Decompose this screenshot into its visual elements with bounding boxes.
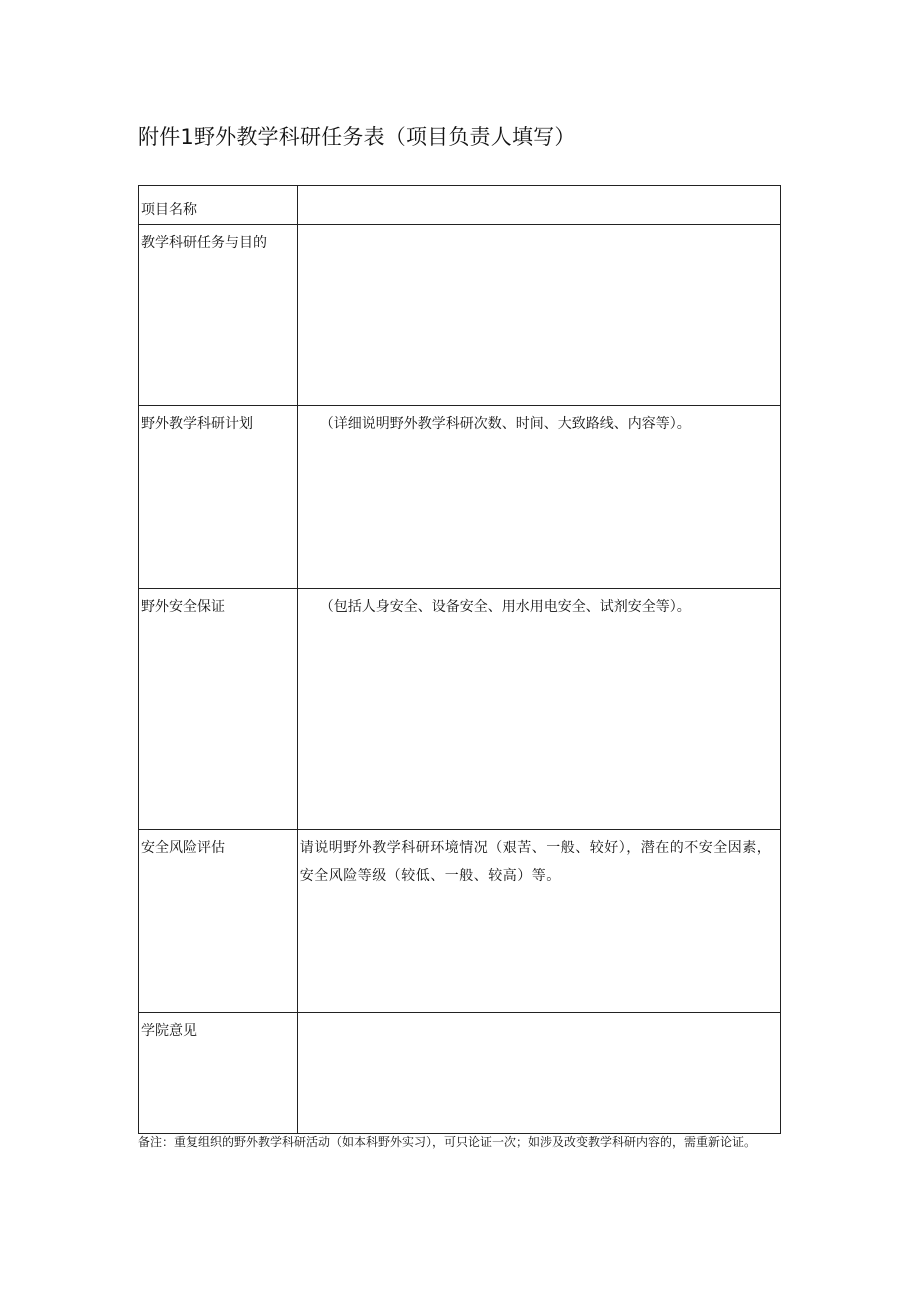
table-row-project-name: [139, 186, 781, 225]
project-name-label: 项目名称: [139, 186, 298, 225]
college-opinion-label: 学院意见: [139, 1013, 298, 1134]
task-form-table: [138, 185, 781, 1134]
field-plan-label: 野外教学科研计划: [139, 406, 298, 589]
task-purpose-label: 教学科研任务与目的: [139, 225, 298, 406]
table-row-college-opinion: [139, 1013, 781, 1134]
footnote: 备注：重复组织的野外教学科研活动（如本科野外实习），可只论证一次；如涉及改变教学科研内容的，需重新论证。: [138, 1135, 757, 1149]
risk-assessment-label: 安全风险评估: [139, 830, 298, 1013]
safety-guarantee-label: 野外安全保证: [139, 589, 298, 830]
table-row-task-purpose: [139, 225, 781, 406]
risk-assessment-field[interactable]: 请说明野外教学科研环境情况（艰苦、一般、较好），潜在的不安全因素，安全风险等级（较低、一般、较高）等。: [297, 830, 780, 1013]
task-purpose-field[interactable]: [297, 225, 780, 406]
page-title: 附件1野外教学科研任务表（项目负责人填写）: [138, 125, 576, 149]
table-row-risk-assessment: [139, 830, 781, 1013]
field-plan-field[interactable]: （详细说明野外教学科研次数、时间、大致路线、内容等）。: [297, 406, 780, 589]
table-row-field-plan: [139, 406, 781, 589]
safety-guarantee-field[interactable]: （包括人身安全、设备安全、用水用电安全、试剂安全等）。: [297, 589, 780, 830]
table-row-safety-guarantee: [139, 589, 781, 830]
project-name-field[interactable]: [297, 186, 780, 225]
college-opinion-field[interactable]: [297, 1013, 780, 1134]
